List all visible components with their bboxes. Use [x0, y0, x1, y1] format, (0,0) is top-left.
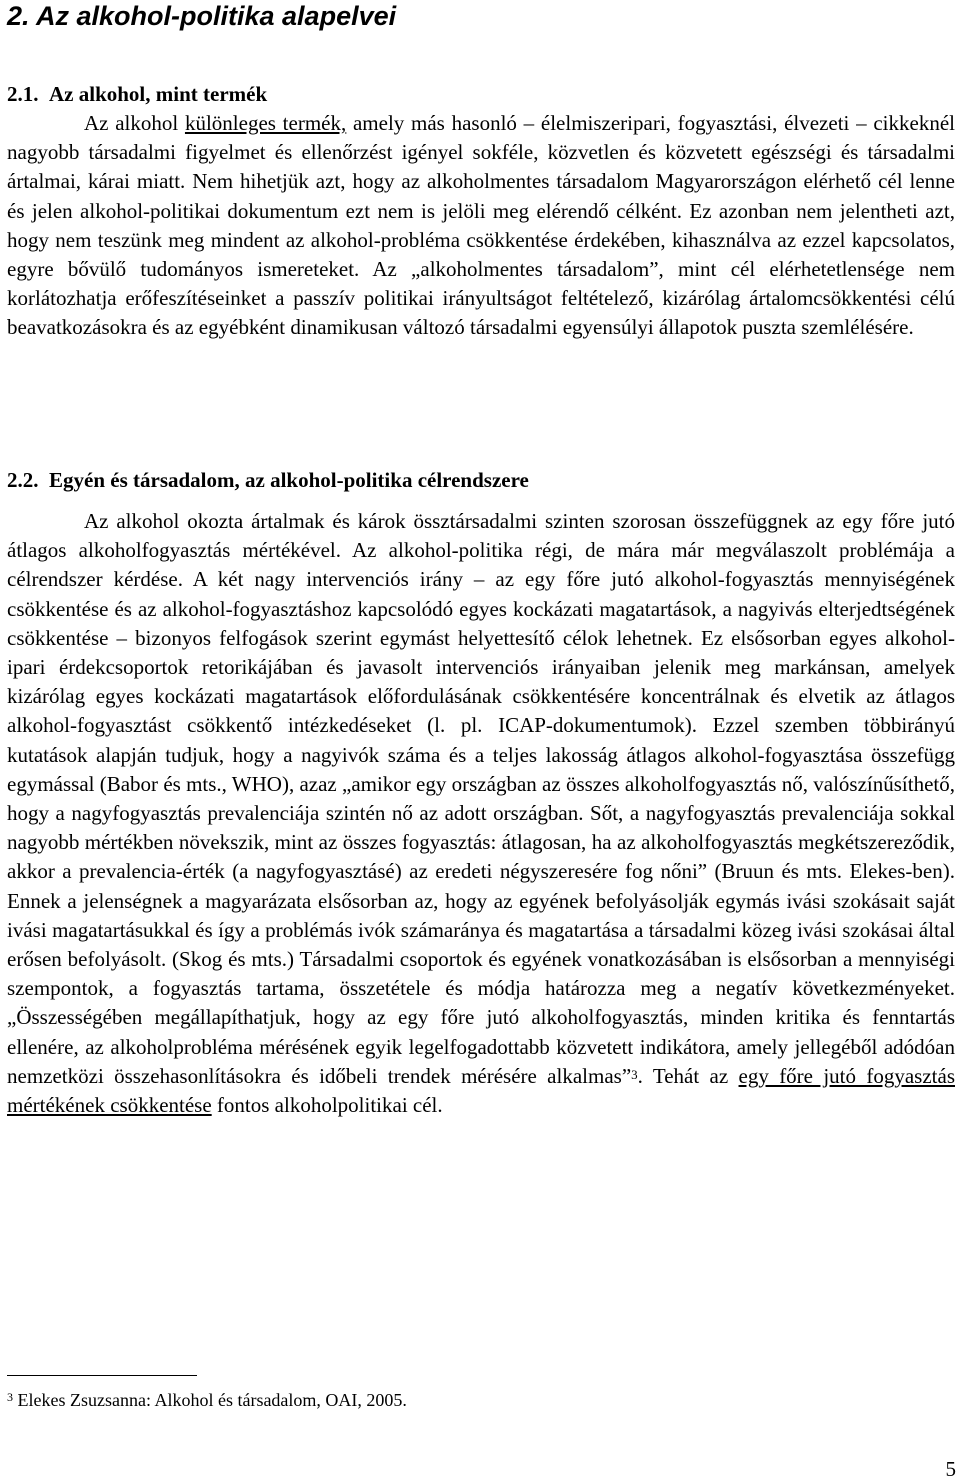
chapter-title: 2. Az alkohol-politika alapelvei: [7, 1, 397, 31]
section-2-1-paragraph: [7, 109, 955, 343]
footnote-divider: [7, 1375, 197, 1376]
footnote-reference[interactable]: 3: [631, 1066, 638, 1082]
paragraph-text: Az alkohol: [84, 111, 185, 135]
footnote: [7, 1388, 407, 1412]
section-2-2-paragraph: [7, 507, 955, 1120]
section-title: Egyén és társadalom, az alkohol-politika célrendszere: [49, 468, 529, 492]
section-heading-2-1: [7, 80, 267, 108]
footnote-marker: 3: [7, 1390, 13, 1404]
underlined-phrase: különleges termék,: [184, 111, 347, 135]
paragraph-text: fontos alkoholpolitikai cél.: [211, 1093, 443, 1118]
section-number: 2.2.: [7, 468, 39, 492]
paragraph-text: amely más hasonló – élelmiszeripari, fogyasztási, élvezeti – cikkeknél nagyobb társadalmi figyelmet és ellenőrzést igényel sokféle, közvetlen és közvetett egészségi és társadalmi ártalmai, kárai miatt. Nem hihetjük azt, hogy az alkoholmentes társadalom Magyarországon elérhető cél lenne és jelen alkohol-politikai dokumentum ezt nem is jelöli meg elérendő célként. Ez azonban nem jelentheti azt, hogy nem teszünk meg mindent az alkohol-probléma csökkentése érdekében, kihasználva az ezzel kapcsolatos, egyre bővülő tudományos ismereteket. Az „alkoholmentes társadalom”, mint cél elérhetetlensége nem korlátozhatja erőfeszítéseinket a passzív politikai irányultságot feltételező, kizárólag ártalomcsökkentési célú beavatkozásokra és az egyébként dinamikusan változó társadalmi egyensúlyi állapotok puszta szemlélésére.: [7, 111, 955, 340]
underlined-phrase: egy főre jutó fogyasztás mértékének csökkentése: [7, 1063, 955, 1118]
page-number: 5: [945, 1457, 956, 1481]
paragraph-text: Az alkohol okozta ártalmak és károk össztársadalmi szinten szorosan összefüggnek az egy főre jutó átlagos alkoholfogyasztás mértékével. Az alkohol-politika régi, de mára már megválaszolt problémája a célrendszer kérdése. A két nagy intervenciós irány – az egy főre jutó alkohol-fogyasztás mennyiségének csökkentése és az alkohol-fogyasztáshoz kapcsolódó egyes kockázati magatartások, a nagyivás elterjedtségének csökkentése – bizonyos felfogások szerint egymást helyettesítő célok lehetnek. Ez elsősorban egyes alkohol-ipari érdekcsoportok retorikájában és javasolt intervenciós irányaiban jelenik meg markánsan, amelyek kizárólag egyes kockázati magatartások előfordulásának csökkentésére koncentrálnak és elvetik az átlagos alkohol-fogyasztást csökkentő intézkedéseket (l. pl. ICAP-dokumentumok). Ezzel szemben többirányú kutatások alapján tudjuk, hogy a nagyivók száma és a teljes lakosság átlagos alkohol-fogyasztása összefügg egymással (Babor és mts., WHO), azaz „amikor egy országban az összes alkoholfogyasztás nő, valószínűsíthető, hogy a nagyfogyasztás prevalenciája szintén nő az adott országban. Sőt, a nagyfogyasztás prevalenciája sokkal nagyobb mértékben növekszik, mint az összes fogyasztás: átlagosan, ha az alkoholfogyasztás megkétszereződik, akkor a prevalencia-érték (a nagyfogyasztásé) az eredeti négyszeresére fog nőni” (Bruun és mts. Elekes-ben). Ennek a jelenségnek a magyarázata elsősorban az, hogy az egyének befolyásolják egymás ivási szokásait saját ivási magatartásukkal és így a problémás ivók számaránya és magatartása a társadalmi közeg ivási szokásai által erősen befolyásolt. (Skog és mts.) Társadalmi csoportok és egyének vonatkozásában is elsősorban a mennyiségi szempontok, a fogyasztás tartama, összetétele és módja határozza meg a negatív következményeket. „Összességében megállapíthatjuk, hogy az egy főre jutó alkoholfogyasztás, minden kritika és fenntartás ellenére, az alkoholprobléma mérésének egyik legelfogadottabb közvetett indikátora, amely jellegéből adódóan nemzetközi összehasonlításokra és időbeli trendek mérésére alkalmas”: [7, 509, 955, 1088]
paragraph-text: . Tehát az: [637, 1063, 739, 1088]
footnote-text: Elekes Zsuzsanna: Alkohol és társadalom, OAI, 2005.: [13, 1390, 407, 1410]
section-heading-2-2: [7, 466, 529, 494]
section-number: 2.1.: [7, 82, 39, 106]
section-title: Az alkohol, mint termék: [49, 82, 268, 106]
